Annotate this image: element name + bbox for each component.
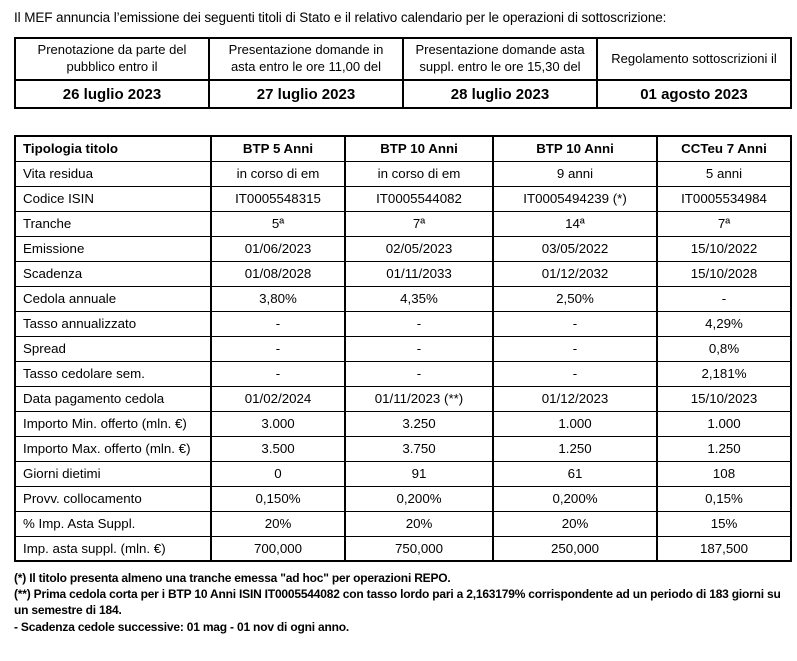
- calendar-header-row: [15, 38, 791, 80]
- calendar-date-cell: 28 luglio 2023: [403, 80, 597, 108]
- cell-value: 01/06/2023: [211, 236, 345, 261]
- cell-value: -: [657, 286, 791, 311]
- cell-value: 0,200%: [493, 486, 657, 511]
- cell-value: 0,8%: [657, 336, 791, 361]
- cell-value: 1.000: [657, 411, 791, 436]
- row-label: % Imp. Asta Suppl.: [15, 511, 211, 536]
- row-label: Spread: [15, 336, 211, 361]
- cell-value: -: [493, 336, 657, 361]
- cell-value: 1.000: [493, 411, 657, 436]
- calendar-header-cell: Presentazione domande in asta entro le ore 11,00 del: [209, 38, 403, 80]
- cell-value: 2,50%: [493, 286, 657, 311]
- cell-value: IT0005534984: [657, 186, 791, 211]
- cell-value: BTP 5 Anni: [211, 136, 345, 161]
- cell-value: 03/05/2022: [493, 236, 657, 261]
- table-row: [15, 261, 791, 286]
- table-row: [15, 311, 791, 336]
- cell-value: 20%: [493, 511, 657, 536]
- cell-value: 61: [493, 461, 657, 486]
- cell-value: 5ª: [211, 211, 345, 236]
- intro-text: Il MEF annuncia l’emissione dei seguenti titoli di Stato e il relativo calendario per le operazioni di sottoscrizione:: [14, 10, 667, 25]
- row-label: Vita residua: [15, 161, 211, 186]
- calendar-dates-row: [15, 80, 791, 108]
- cell-value: 5 anni: [657, 161, 791, 186]
- row-label: Giorni dietimi: [15, 461, 211, 486]
- securities-table: [14, 135, 792, 562]
- cell-value: -: [345, 311, 493, 336]
- table-row: [15, 186, 791, 211]
- table-row: [15, 361, 791, 386]
- table-row: [15, 386, 791, 411]
- table-row: [15, 536, 791, 561]
- cell-value: -: [211, 361, 345, 386]
- calendar-date-cell: 26 luglio 2023: [15, 80, 209, 108]
- cell-value: 01/12/2023: [493, 386, 657, 411]
- row-label: Provv. collocamento: [15, 486, 211, 511]
- cell-value: 2,181%: [657, 361, 791, 386]
- cell-value: 15/10/2023: [657, 386, 791, 411]
- row-label: Importo Min. offerto (mln. €): [15, 411, 211, 436]
- row-label: Tipologia titolo: [15, 136, 211, 161]
- cell-value: IT0005544082: [345, 186, 493, 211]
- cell-value: 7ª: [657, 211, 791, 236]
- cell-value: 20%: [211, 511, 345, 536]
- calendar-table-body: [15, 38, 791, 108]
- calendar-date-cell: 27 luglio 2023: [209, 80, 403, 108]
- cell-value: 250,000: [493, 536, 657, 561]
- cell-value: 3.000: [211, 411, 345, 436]
- cell-value: in corso di em: [345, 161, 493, 186]
- cell-value: 1.250: [657, 436, 791, 461]
- cell-value: -: [345, 361, 493, 386]
- cell-value: 0: [211, 461, 345, 486]
- cell-value: 01/11/2023 (**): [345, 386, 493, 411]
- row-label: Data pagamento cedola: [15, 386, 211, 411]
- cell-value: 187,500: [657, 536, 791, 561]
- cell-value: 108: [657, 461, 791, 486]
- table-row: [15, 286, 791, 311]
- table-row: [15, 461, 791, 486]
- row-label: Imp. asta suppl. (mln. €): [15, 536, 211, 561]
- footnote-prima-cedola: (**) Prima cedola corta per i BTP 10 Anni ISIN IT0005544082 con tasso lordo pari a 2,163179% corrispondente ad un periodo di 183 giorni su un semestre di 184.: [14, 587, 781, 618]
- securities-table-body: [15, 136, 791, 561]
- cell-value: in corso di em: [211, 161, 345, 186]
- cell-value: 9 anni: [493, 161, 657, 186]
- cell-value: BTP 10 Anni: [345, 136, 493, 161]
- calendar-header-cell: Presentazione domande asta suppl. entro le ore 15,30 del: [403, 38, 597, 80]
- calendar-date-cell: 01 agosto 2023: [597, 80, 791, 108]
- row-label: Codice ISIN: [15, 186, 211, 211]
- cell-value: -: [493, 361, 657, 386]
- cell-value: 15/10/2022: [657, 236, 791, 261]
- row-label: Scadenza: [15, 261, 211, 286]
- cell-value: 02/05/2023: [345, 236, 493, 261]
- cell-value: CCTeu 7 Anni: [657, 136, 791, 161]
- table-row: [15, 436, 791, 461]
- cell-value: 0,150%: [211, 486, 345, 511]
- cell-value: 3.500: [211, 436, 345, 461]
- row-label: Importo Max. offerto (mln. €): [15, 436, 211, 461]
- table-row: [15, 161, 791, 186]
- cell-value: 01/08/2028: [211, 261, 345, 286]
- cell-value: 91: [345, 461, 493, 486]
- footnotes: [14, 570, 783, 635]
- cell-value: 3.750: [345, 436, 493, 461]
- cell-value: 15%: [657, 511, 791, 536]
- cell-value: 7ª: [345, 211, 493, 236]
- cell-value: 4,35%: [345, 286, 493, 311]
- table-row: [15, 511, 791, 536]
- cell-value: 0,15%: [657, 486, 791, 511]
- cell-value: 3.250: [345, 411, 493, 436]
- cell-value: IT0005548315: [211, 186, 345, 211]
- row-label: Emissione: [15, 236, 211, 261]
- cell-value: 01/11/2033: [345, 261, 493, 286]
- cell-value: 750,000: [345, 536, 493, 561]
- footnote-repo: (*) Il titolo presenta almeno una tranche emessa "ad hoc" per operazioni REPO.: [14, 571, 451, 585]
- table-row: [15, 136, 791, 161]
- cell-value: -: [211, 336, 345, 361]
- footnote-scadenza-cedole: - Scadenza cedole successive: 01 mag - 01 nov di ogni anno.: [14, 619, 349, 634]
- calendar-header-cell: Regolamento sottoscrizioni il: [597, 38, 791, 80]
- cell-value: 1.250: [493, 436, 657, 461]
- cell-value: 20%: [345, 511, 493, 536]
- calendar-header-cell: Prenotazione da parte del pubblico entro il: [15, 38, 209, 80]
- row-label: Cedola annuale: [15, 286, 211, 311]
- cell-value: 700,000: [211, 536, 345, 561]
- cell-value: -: [211, 311, 345, 336]
- cell-value: IT0005494239 (*): [493, 186, 657, 211]
- cell-value: -: [493, 311, 657, 336]
- table-row: [15, 336, 791, 361]
- table-row: [15, 411, 791, 436]
- cell-value: -: [345, 336, 493, 361]
- row-label: Tasso annualizzato: [15, 311, 211, 336]
- table-row: [15, 486, 791, 511]
- cell-value: 0,200%: [345, 486, 493, 511]
- cell-value: 01/02/2024: [211, 386, 345, 411]
- table-row: [15, 236, 791, 261]
- table-row: [15, 211, 791, 236]
- row-label: Tranche: [15, 211, 211, 236]
- cell-value: 4,29%: [657, 311, 791, 336]
- cell-value: 14ª: [493, 211, 657, 236]
- cell-value: 15/10/2028: [657, 261, 791, 286]
- cell-value: 01/12/2032: [493, 261, 657, 286]
- cell-value: 3,80%: [211, 286, 345, 311]
- row-label: Tasso cedolare sem.: [15, 361, 211, 386]
- cell-value: BTP 10 Anni: [493, 136, 657, 161]
- subscription-calendar-table: [14, 37, 792, 109]
